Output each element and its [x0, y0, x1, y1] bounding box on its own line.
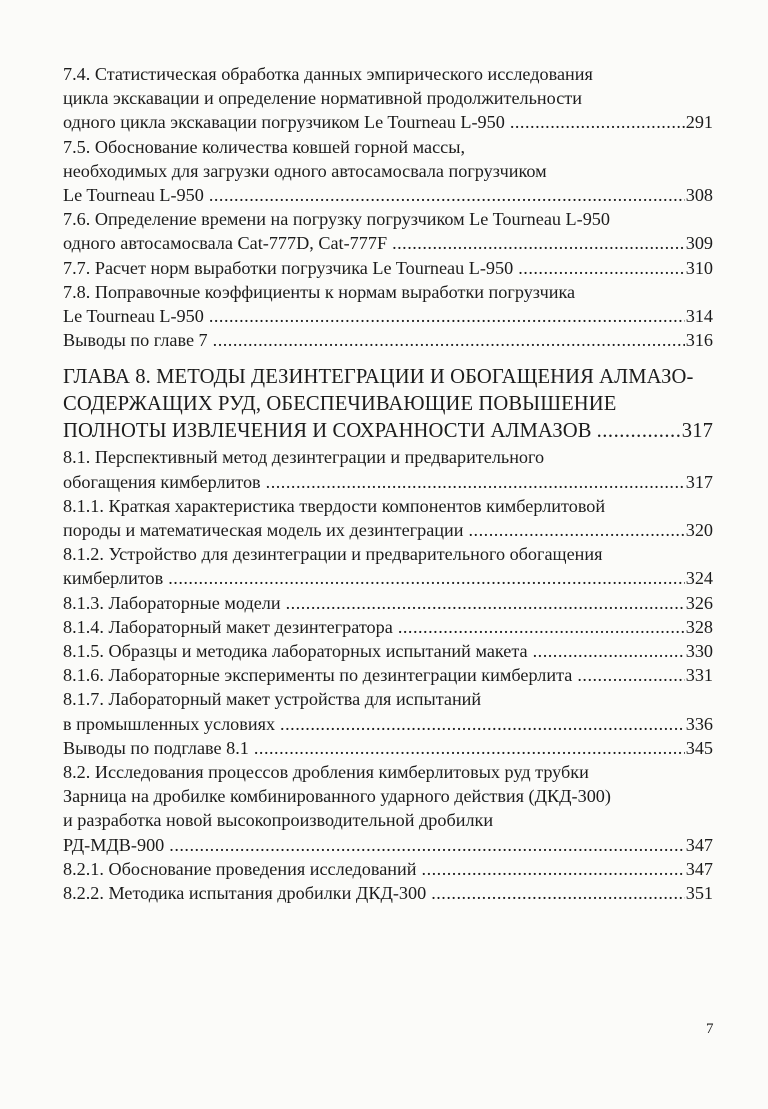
toc-entry-title: Выводы по главе 7	[63, 330, 208, 351]
dot-leader	[431, 881, 685, 905]
toc-page-number: 320	[685, 520, 713, 541]
toc-page-number: 336	[685, 713, 713, 734]
toc-entry-line	[63, 470, 713, 494]
toc-entry-title: Le Tourneau L-950	[63, 185, 204, 206]
toc-entry-line: 7.6. Определение времени на погрузку погрузчиком Le Tourneau L-950	[63, 209, 610, 230]
toc-entry	[63, 639, 713, 663]
toc-entry-title: 7.7. Расчет норм выработки погрузчика Le Tourneau L-950	[63, 257, 514, 278]
toc-entry-line	[63, 881, 713, 905]
dot-leader	[213, 328, 685, 352]
toc-entry-title: в промышленных условиях	[63, 713, 276, 734]
toc-entry-title: Le Tourneau L-950	[63, 306, 204, 327]
toc-entry-line	[63, 110, 713, 134]
toc-entry-line	[63, 591, 713, 615]
dot-leader	[266, 470, 685, 494]
dot-leader	[168, 566, 685, 590]
toc-chapter-heading	[63, 364, 713, 445]
toc-entry	[63, 256, 713, 280]
toc-entry-line	[63, 328, 713, 352]
toc-entry	[63, 591, 713, 615]
toc-entry	[63, 687, 713, 735]
dot-leader	[533, 639, 685, 663]
dot-leader	[469, 518, 685, 542]
toc-entry-line: Зарница на дробилке комбинированного ударного действия (ДКД-300)	[63, 786, 611, 807]
toc-entry-line	[63, 231, 713, 255]
toc-page-number: 324	[685, 568, 713, 589]
toc-entry-line: цикла экскавации и определение нормативной продолжительности	[63, 88, 582, 109]
toc-entry-title: обогащения кимберлитов	[63, 471, 261, 492]
dot-leader	[286, 591, 685, 615]
toc-entry	[63, 663, 713, 687]
toc-page-number: 314	[685, 306, 713, 327]
toc-entry-title: ПОЛНОТЫ ИЗВЛЕЧЕНИЯ И СОХРАННОСТИ АЛМАЗОВ	[63, 420, 592, 443]
toc-entry-title: 8.1.6. Лабораторные эксперименты по дезинтеграции кимберлита	[63, 665, 573, 686]
dot-leader	[422, 857, 685, 881]
toc-entry-line: 8.1.7. Лабораторный макет устройства для испытаний	[63, 689, 482, 710]
toc-page-number: 308	[685, 185, 713, 206]
toc-entry-line	[63, 566, 713, 590]
table-of-contents	[63, 62, 713, 905]
page-number: 7	[706, 1021, 714, 1037]
dot-leader	[280, 712, 685, 736]
toc-page-number: 316	[685, 330, 713, 351]
toc-entry-title: Выводы по подглаве 8.1	[63, 737, 249, 758]
dot-leader	[169, 833, 684, 857]
toc-entry-line: 8.1.1. Краткая характеристика твердости компонентов кимберлитовой	[63, 495, 606, 516]
toc-entry-title: одного цикла экскавации погрузчиком Le Tourneau L-950	[63, 112, 505, 133]
dot-leader	[209, 183, 685, 207]
toc-entry-title: породы и математическая модель их дезинтеграции	[63, 520, 464, 541]
toc-entry-line	[63, 256, 713, 280]
toc-page-number: 351	[685, 883, 713, 904]
toc-entry-title: 8.1.4. Лабораторный макет дезинтегратора	[63, 616, 393, 637]
toc-entry	[63, 207, 713, 255]
toc-entry-line	[63, 418, 713, 445]
toc-entry-line	[63, 833, 713, 857]
toc-entry-line: 8.1.2. Устройство для дезинтеграции и предварительного обогащения	[63, 544, 603, 565]
toc-entry	[63, 494, 713, 542]
toc-page-number: 309	[685, 233, 713, 254]
toc-entry	[63, 857, 713, 881]
toc-entry-line: 7.8. Поправочные коэффициенты к нормам выработки погрузчика	[63, 281, 576, 302]
toc-entry-line	[63, 183, 713, 207]
toc-entry-line	[63, 518, 713, 542]
toc-entry-title: одного автосамосвала Cat-777D, Cat-777F	[63, 233, 388, 254]
toc-entry-title: 8.1.3. Лабораторные модели	[63, 592, 281, 613]
toc-entry	[63, 542, 713, 590]
toc-entry-title: РД-МДВ-900	[63, 834, 165, 855]
dot-leader	[597, 418, 681, 445]
toc-entry	[63, 760, 713, 857]
toc-entry-line: ГЛАВА 8. МЕТОДЫ ДЕЗИНТЕГРАЦИИ И ОБОГАЩЕНИЯ АЛМАЗО-	[63, 366, 694, 389]
toc-entry-title: 8.1.5. Образцы и методика лабораторных испытаний макета	[63, 641, 528, 662]
toc-entry-title: 8.2.2. Методика испытания дробилки ДКД-300	[63, 883, 427, 904]
dot-leader	[577, 663, 684, 687]
toc-entry-line	[63, 736, 713, 760]
toc-page-number: 347	[685, 834, 713, 855]
toc-entry-line	[63, 615, 713, 639]
toc-entry-line: СОДЕРЖАЩИХ РУД, ОБЕСПЕЧИВАЮЩИЕ ПОВЫШЕНИЕ	[63, 393, 617, 416]
toc-entry	[63, 736, 713, 760]
toc-entry-line: 7.4. Статистическая обработка данных эмпирического исследования	[63, 64, 593, 84]
toc-page-number: 330	[685, 641, 713, 662]
toc-page-number: 345	[685, 737, 713, 758]
toc-entry-line	[63, 663, 713, 687]
toc-entry-line: необходимых для загрузки одного автосамосвала погрузчиком	[63, 160, 547, 181]
toc-entry-line: и разработка новой высокопроизводительной дробилки	[63, 810, 494, 831]
toc-entry	[63, 62, 713, 135]
toc-entry-line	[63, 304, 713, 328]
toc-entry-title: кимберлитов	[63, 568, 164, 589]
dot-leader	[392, 231, 685, 255]
toc-entry	[63, 280, 713, 328]
toc-page-number: 328	[685, 616, 713, 637]
dot-leader	[398, 615, 685, 639]
toc-entry-line: 8.2. Исследования процессов дробления кимберлитовых руд трубки	[63, 762, 589, 783]
toc-page-number: 326	[685, 592, 713, 613]
toc-entry-line: 8.1. Перспективный метод дезинтеграции и предварительного	[63, 447, 545, 468]
dot-leader	[254, 736, 685, 760]
toc-entry-line	[63, 857, 713, 881]
toc-entry-line	[63, 639, 713, 663]
toc-entry	[63, 881, 713, 905]
toc-page-number: 317	[685, 471, 713, 492]
toc-page-number: 310	[685, 257, 713, 278]
toc-entry	[63, 615, 713, 639]
toc-entry	[63, 135, 713, 208]
toc-page-number: 347	[685, 858, 713, 879]
toc-entry	[63, 445, 713, 493]
toc-entry-title: 8.2.1. Обоснование проведения исследований	[63, 858, 417, 879]
dot-leader	[518, 256, 685, 280]
toc-page-number: 291	[685, 112, 713, 133]
toc-entry-line	[63, 712, 713, 736]
toc-page-number: 317	[681, 420, 713, 443]
toc-page-number: 331	[685, 665, 713, 686]
dot-leader	[510, 110, 685, 134]
dot-leader	[209, 304, 685, 328]
toc-entry-line: 7.5. Обоснование количества ковшей горной массы,	[63, 136, 466, 157]
toc-entry	[63, 328, 713, 352]
